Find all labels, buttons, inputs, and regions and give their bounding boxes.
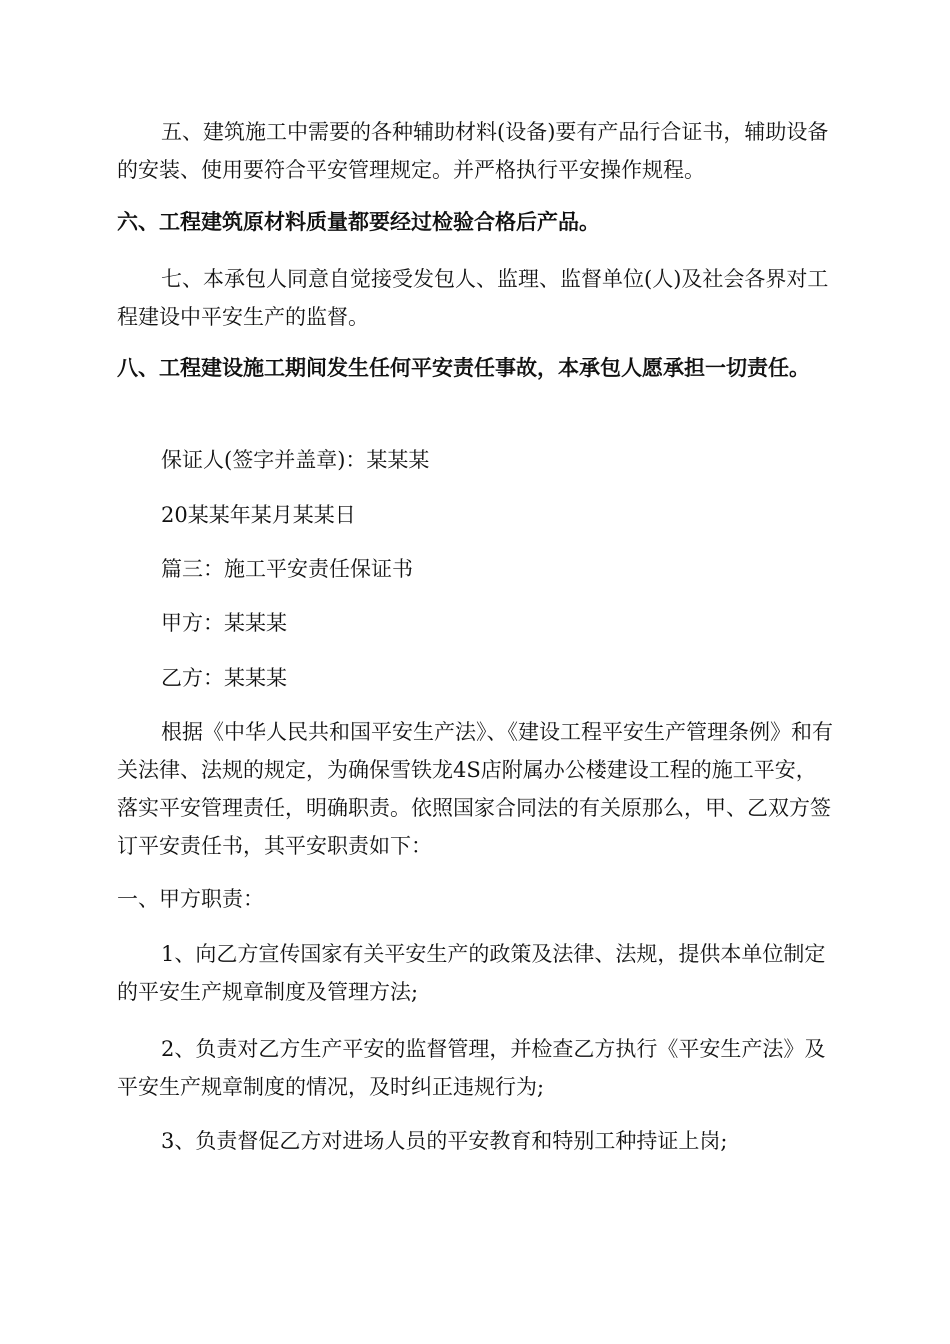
paragraph-5: 五、建筑施工中需要的各种辅助材料(设备)要有产品行合证书，辅助设备的安装、使用要符合平安管理规定。并严格执行平安操作规程。 <box>117 120 829 182</box>
list-item: 2、负责对乙方生产平安的监督管理，并检查乙方执行《平安生产法》及平安生产规章制度的情况，及时纠正违规行为; <box>117 1037 826 1099</box>
party-a: 甲方：某某某 <box>161 611 287 635</box>
paragraph-6: 六、工程建筑原材料质量都要经过检验合格后产品。 <box>117 210 600 234</box>
guarantor-signature: 保证人(签字并盖章)：某某某 <box>161 448 430 472</box>
paragraph-8: 八、工程建设施工期间发生任何平安责任事故，本承包人愿承担一切责任。 <box>117 356 810 380</box>
intro-paragraph: 根据《中华人民共和国平安生产法》、《建设工程平安生产管理条例》和有关法律、法规的规定，为确保雪铁龙4S店附属办公楼建设工程的施工平安，落实平安管理责任，明确职责。依照国家合同法的有关原那么，甲、乙双方签订平安责任书，其平安职责如下： <box>117 720 833 858</box>
party-b: 乙方：某某某 <box>161 666 287 690</box>
list-item: 3、负责督促乙方对进场人员的平安教育和特别工种持证上岗; <box>161 1129 728 1153</box>
chapter-title: 篇三：施工平安责任保证书 <box>161 557 413 581</box>
paragraph-7: 七、本承包人同意自觉接受发包人、监理、监督单位(人)及社会各界对工程建设中平安生产的监督。 <box>117 267 829 329</box>
list-item: 1、向乙方宣传国家有关平安生产的政策及法律、法规，提供本单位制定的平安生产规章制度及管理方法; <box>117 942 826 1004</box>
section-heading: 一、甲方职责： <box>117 887 264 911</box>
signature-date: 20某某年某月某某日 <box>161 503 356 527</box>
